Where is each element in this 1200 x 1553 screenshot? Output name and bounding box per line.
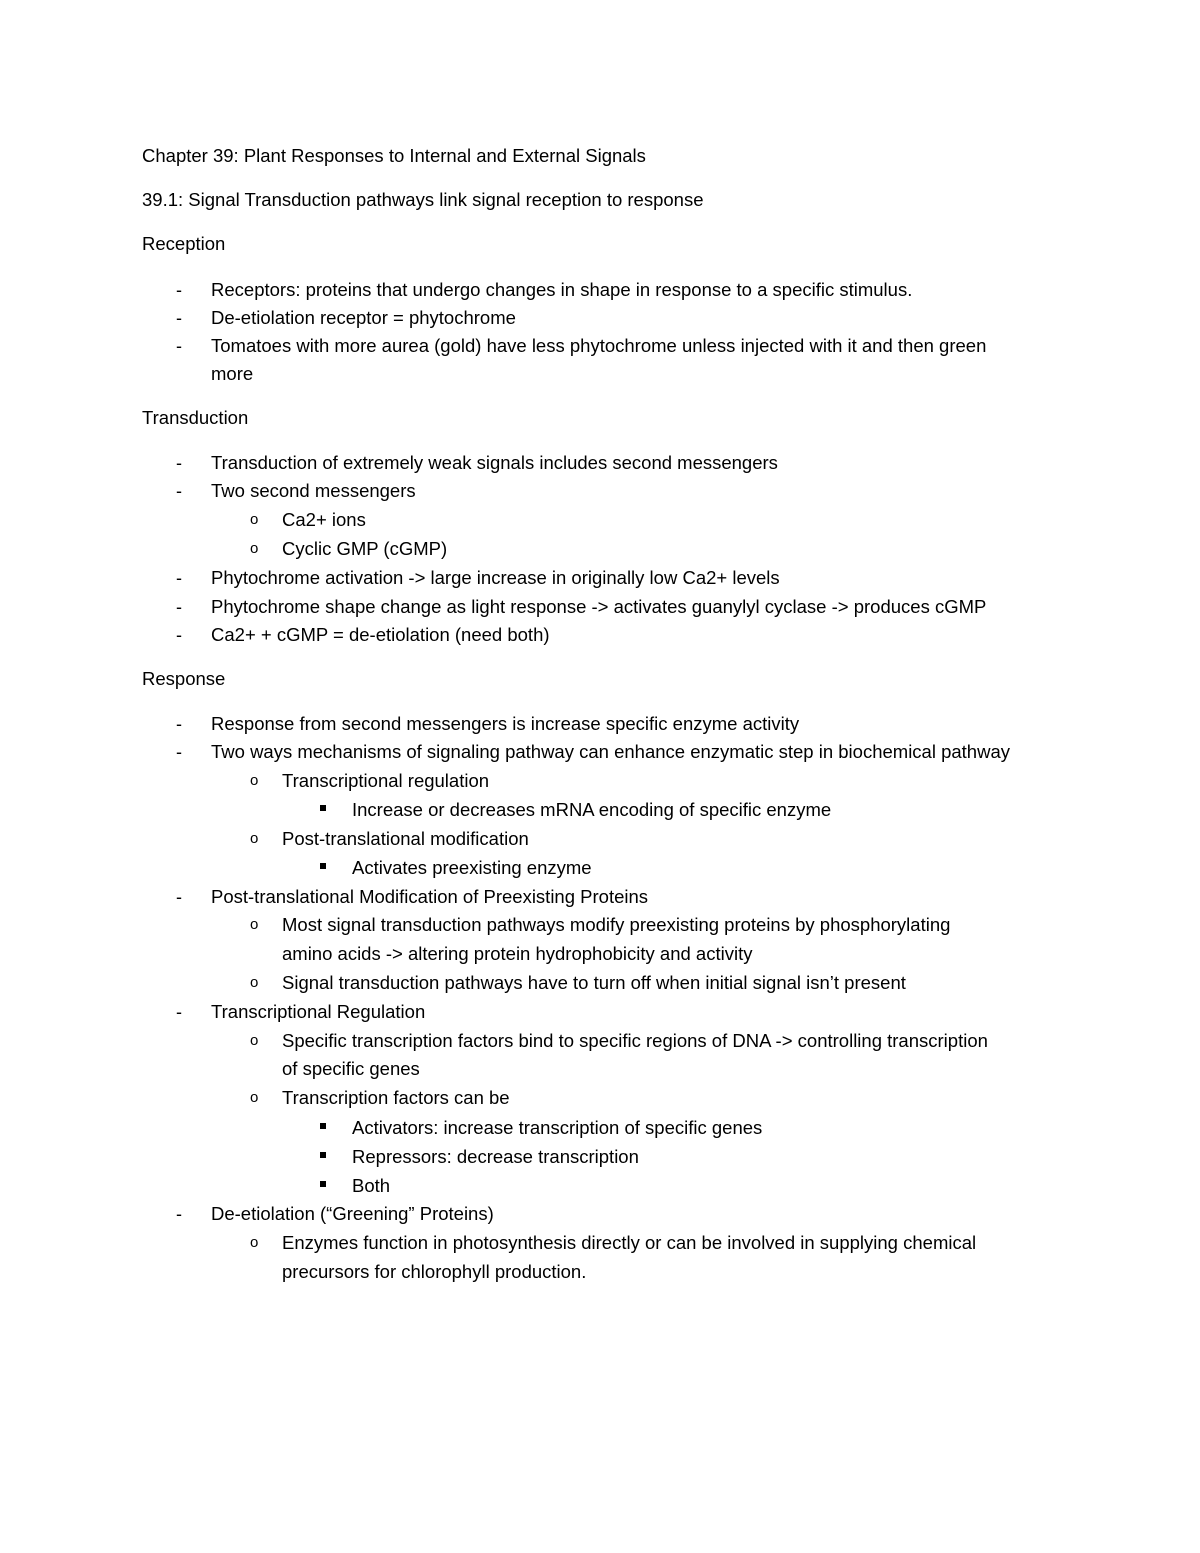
circle-marker: o xyxy=(250,916,259,933)
sub-list-item-continuation: amino acids -> altering protein hydrophobicity and activity xyxy=(282,943,753,964)
circle-marker: o xyxy=(250,511,259,528)
transduction-heading: Transduction xyxy=(142,407,249,428)
dash-marker: - xyxy=(176,568,182,588)
sub-list-item: Most signal transduction pathways modify preexisting proteins by phosphorylating xyxy=(282,914,951,935)
sub-list-item: Signal transduction pathways have to turn off when initial signal isn’t present xyxy=(282,972,906,993)
square-bullet-icon xyxy=(320,805,326,811)
response-heading: Response xyxy=(142,668,226,689)
list-item: De-etiolation (“Greening” Proteins) xyxy=(211,1203,494,1224)
dash-marker: - xyxy=(176,280,182,300)
list-item: Two ways mechanisms of signaling pathway can enhance enzymatic step in biochemical pathway xyxy=(211,741,1010,762)
dash-marker: - xyxy=(176,1204,182,1224)
section-heading: 39.1: Signal Transduction pathways link signal reception to response xyxy=(142,189,704,210)
circle-marker: o xyxy=(250,1234,259,1251)
square-bullet-icon xyxy=(320,1152,326,1158)
dash-marker: - xyxy=(176,742,182,762)
dash-marker: - xyxy=(176,336,182,356)
list-item: De-etiolation receptor = phytochrome xyxy=(211,307,516,328)
sub-list-item-continuation: of specific genes xyxy=(282,1058,420,1079)
list-item: Transduction of extremely weak signals includes second messengers xyxy=(211,452,778,473)
dash-marker: - xyxy=(176,887,182,907)
list-item: Receptors: proteins that undergo changes in shape in response to a specific stimulus. xyxy=(211,279,913,300)
sub-sub-list-item: Increase or decreases mRNA encoding of specific enzyme xyxy=(352,799,832,820)
reception-heading: Reception xyxy=(142,233,226,254)
circle-marker: o xyxy=(250,540,259,557)
list-item: Tomatoes with more aurea (gold) have less phytochrome unless injected with it and then green xyxy=(211,335,987,356)
circle-marker: o xyxy=(250,772,259,789)
sub-sub-list-item: Activates preexisting enzyme xyxy=(352,857,592,878)
dash-marker: - xyxy=(176,453,182,473)
dash-marker: - xyxy=(176,625,182,645)
dash-marker: - xyxy=(176,1002,182,1022)
dash-marker: - xyxy=(176,481,182,501)
sub-sub-list-item: Activators: increase transcription of specific genes xyxy=(352,1117,763,1138)
sub-list-item-continuation: precursors for chlorophyll production. xyxy=(282,1261,587,1282)
sub-sub-list-item: Repressors: decrease transcription xyxy=(352,1146,639,1167)
circle-marker: o xyxy=(250,830,259,847)
list-item: Phytochrome shape change as light response -> activates guanylyl cyclase -> produces cGMP xyxy=(211,596,987,617)
square-bullet-icon xyxy=(320,863,326,869)
dash-marker: - xyxy=(176,308,182,328)
chapter-title: Chapter 39: Plant Responses to Internal and External Signals xyxy=(142,145,646,166)
list-item: Two second messengers xyxy=(211,480,416,501)
square-bullet-icon xyxy=(320,1123,326,1129)
dash-marker: - xyxy=(176,597,182,617)
list-item: Post-translational Modification of Preexisting Proteins xyxy=(211,886,649,907)
sub-list-item: Post-translational modification xyxy=(282,828,529,849)
sub-sub-list-item: Both xyxy=(352,1175,391,1196)
dash-marker: - xyxy=(176,714,182,734)
list-item: Ca2+ + cGMP = de-etiolation (need both) xyxy=(211,624,550,645)
list-item: Response from second messengers is increase specific enzyme activity xyxy=(211,713,800,734)
circle-marker: o xyxy=(250,1089,259,1106)
sub-list-item: Ca2+ ions xyxy=(282,509,366,530)
sub-list-item: Specific transcription factors bind to specific regions of DNA -> controlling transcription xyxy=(282,1030,988,1051)
list-item: Transcriptional Regulation xyxy=(211,1001,426,1022)
circle-marker: o xyxy=(250,1032,259,1049)
square-bullet-icon xyxy=(320,1181,326,1187)
circle-marker: o xyxy=(250,974,259,991)
sub-list-item: Transcription factors can be xyxy=(282,1087,510,1108)
list-item: Phytochrome activation -> large increase in originally low Ca2+ levels xyxy=(211,567,780,588)
sub-list-item: Enzymes function in photosynthesis directly or can be involved in supplying chemical xyxy=(282,1232,977,1253)
list-item-continuation: more xyxy=(211,363,254,384)
sub-list-item: Cyclic GMP (cGMP) xyxy=(282,538,448,559)
sub-list-item: Transcriptional regulation xyxy=(282,770,490,791)
